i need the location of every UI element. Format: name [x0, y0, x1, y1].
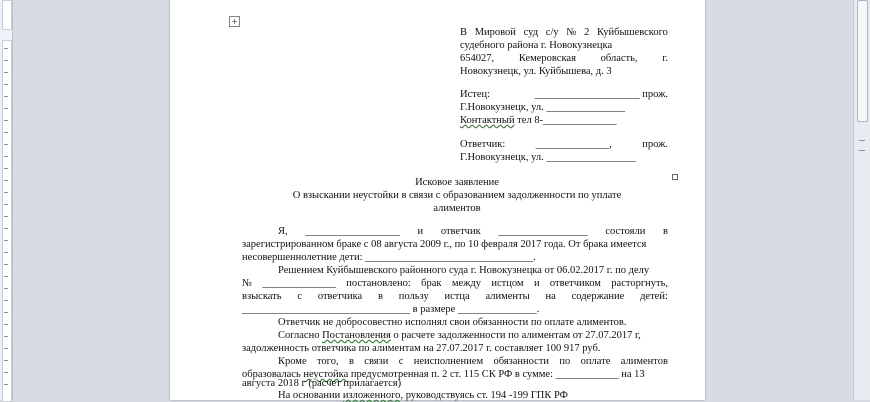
vertical-scrollbar[interactable]: [853, 0, 870, 400]
body-paragraph-4-line-2: задолженность ответчика по алиментам на 27.07.2017 г. составляет 100 917 руб.: [242, 343, 601, 354]
body-paragraph-3: Ответчик не добросовестно исполнял свои обязанности по оплате алиментов.: [278, 317, 627, 328]
body-paragraph-5-line-2: образовалась неустойка предусмотренная п. 2 ст. 115 СК РФ в сумме: ____________ на 13: [242, 369, 645, 380]
defendant-address: Г.Новокузнецк, ул. _________________: [460, 152, 636, 163]
body-paragraph-1-line-1: Я, __________________ и ответчик _________________ состояли в: [278, 226, 668, 237]
body-paragraph-2-line-3: взыскать с ответчика в пользу истца алименты на содержание детей:: [242, 291, 668, 302]
body-paragraph-6-line-1: На основании изложенного, руководствуясь ст. 194 -199 ГПК РФ: [278, 390, 568, 401]
body-paragraph-2-line-4: ________________________________ в размере _______________.: [242, 304, 540, 315]
addressee-line-2: судебного района г. Новокузнецка: [460, 40, 613, 51]
addressee-line-1: В Мировой суд с/у № 2 Куйбышевского: [460, 27, 668, 38]
body-paragraph-1-line-3: несовершеннолетние дети: ________________________________.: [242, 252, 536, 263]
plaintiff-line: Истец: ____________________ прож.: [460, 89, 668, 100]
table-resize-handle-icon[interactable]: [672, 174, 678, 180]
body-paragraph-1-line-2: зарегистрированном браке с 08 августа 2009 г., по 10 февраля 2017 года. От брака имеется: [242, 239, 647, 250]
document-subtitle: О взыскании неустойки в связи с образованием задолженности по уплате: [292, 190, 622, 201]
body-paragraph-5-line-1: Кроме того, в связи с неисполнением обязанности по оплате алиментов: [278, 356, 668, 367]
body-paragraph-5-line-3: августа 2018 г (расчет прилагается): [242, 378, 402, 389]
defendant-line: Ответчик: ______________, прож.: [460, 139, 668, 150]
table-move-handle-icon[interactable]: +: [229, 16, 240, 27]
body-paragraph-2-line-2: № ______________ постановлено: брак между истцом и ответчиком расторгнуть,: [242, 278, 668, 289]
body-paragraph-4-line-1: Согласно Постановления о расчете задолженности по алиментам от 27.07.2017 г,: [278, 330, 641, 341]
addressee-line-3: 654027, Кемеровская область, г.: [460, 53, 668, 64]
document-page: [170, 0, 705, 400]
plaintiff-address: Г.Новокузнецк, ул. _______________: [460, 102, 626, 113]
body-paragraph-2-line-1: Решением Куйбышевского районного суда г. Новокузнецка от 06.02.2017 г. по делу: [278, 265, 650, 276]
vertical-ruler: [0, 0, 13, 400]
scrollbar-thumb[interactable]: [857, 0, 868, 122]
document-subtitle-end: алиментов: [433, 203, 481, 214]
addressee-line-4: Новокузнецк, ул. Куйбышева, д. 3: [460, 66, 612, 77]
plaintiff-phone: Контактный тел 8-______________: [460, 115, 617, 126]
document-title: Исковое заявление: [415, 177, 499, 188]
